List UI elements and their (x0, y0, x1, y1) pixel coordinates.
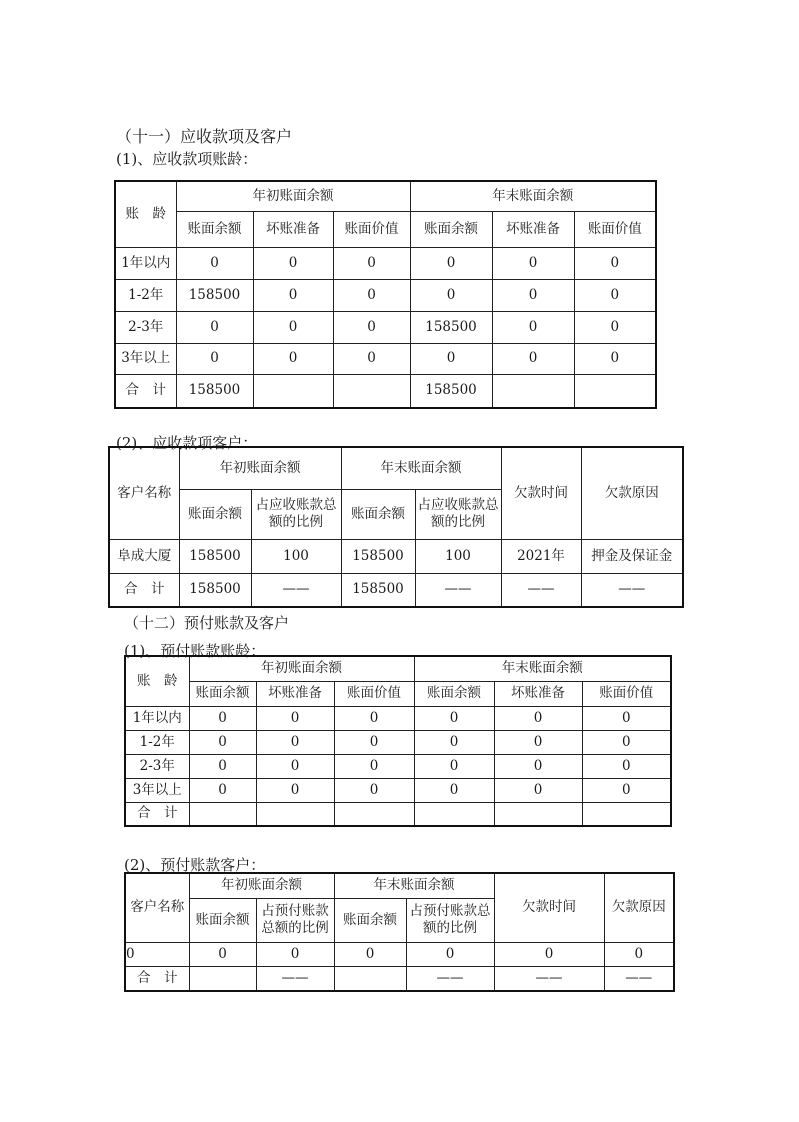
row-label: 3年以上 (125, 778, 189, 802)
col-header: 账面余额 (410, 211, 492, 247)
cell: —— (604, 966, 674, 991)
cell: 0 (494, 730, 582, 754)
cell: 0 (574, 343, 656, 374)
cell: 0 (256, 706, 334, 730)
row-label: 合 计 (125, 802, 189, 826)
cell (492, 374, 574, 408)
cell: 0 (574, 311, 656, 343)
cell: 100 (251, 539, 341, 573)
col-header-debt-time: 欠款时间 (494, 873, 604, 942)
cell: 0 (333, 311, 410, 343)
cell: 0 (410, 279, 492, 311)
cell: 0 (494, 754, 582, 778)
cell: 0 (494, 942, 604, 966)
cell: 0 (414, 778, 494, 802)
cell: 0 (414, 754, 494, 778)
col-header: 账面价值 (334, 681, 414, 706)
cell: 0 (189, 730, 256, 754)
group-header-begin: 年初账面余额 (189, 656, 414, 681)
cell: 0 (176, 247, 253, 279)
cell: 0 (334, 706, 414, 730)
cell: 0 (414, 706, 494, 730)
col-header: 账面余额 (414, 681, 494, 706)
row-label: 1年以内 (115, 247, 176, 279)
cell: 158500 (179, 573, 251, 607)
row-label: 合 计 (125, 966, 189, 991)
row-label: 2-3年 (115, 311, 176, 343)
table-row (125, 754, 671, 778)
row-label: 1年以内 (125, 706, 189, 730)
cell: 0 (582, 778, 671, 802)
cell: 0 (334, 754, 414, 778)
row-label: 合 计 (109, 573, 179, 607)
prepayments-aging-title: (1)、预付账款账龄： (124, 642, 266, 660)
cell: 0 (492, 279, 574, 311)
col-header-debt-reason: 欠款原因 (581, 447, 683, 539)
total-row (125, 802, 671, 826)
group-header-begin: 年初账面余额 (176, 181, 410, 211)
row-label: 3年以上 (115, 343, 176, 374)
customer-corner-header: 客户名称 (125, 873, 189, 942)
cell: 158500 (176, 279, 253, 311)
cell: 0 (334, 942, 406, 966)
cell: 0 (176, 343, 253, 374)
cell: 0 (333, 343, 410, 374)
col-header: 占预付账款总额的比例 (256, 898, 334, 942)
receivables-customers-table (108, 446, 684, 608)
cell: 0 (334, 730, 414, 754)
cell: 0 (176, 311, 253, 343)
cell: 0 (494, 706, 582, 730)
col-header: 占应收账款总额的比例 (251, 489, 341, 539)
cell: 158500 (176, 374, 253, 408)
cell: 0 (333, 247, 410, 279)
cell: 0 (256, 778, 334, 802)
row-label: 1-2年 (125, 730, 189, 754)
col-header: 账面价值 (582, 681, 671, 706)
cell (189, 802, 256, 826)
cell: 0 (253, 311, 333, 343)
cell: 0 (574, 279, 656, 311)
section-11-title: （十一）应收款项及客户 (116, 127, 293, 146)
cell: 0 (574, 247, 656, 279)
cell (574, 374, 656, 408)
col-header: 账面余额 (334, 898, 406, 942)
cell (256, 802, 334, 826)
col-header: 坏账准备 (494, 681, 582, 706)
group-header-end: 年末账面余额 (414, 656, 671, 681)
col-header: 坏账准备 (492, 211, 574, 247)
cell: 0 (189, 754, 256, 778)
cell: 2021年 (501, 539, 581, 573)
col-header: 账面价值 (333, 211, 410, 247)
col-header: 占预付账款总额的比例 (406, 898, 494, 942)
total-row (115, 374, 656, 408)
receivables-customers-title: (2)、应收款项客户： (116, 434, 258, 452)
cell: 158500 (179, 539, 251, 573)
col-header: 账面余额 (189, 681, 256, 706)
cell: 0 (189, 778, 256, 802)
col-header: 账面价值 (574, 211, 656, 247)
col-header: 坏账准备 (256, 681, 334, 706)
col-header-debt-reason: 欠款原因 (604, 873, 674, 942)
cell: 158500 (410, 311, 492, 343)
cell: 0 (256, 730, 334, 754)
cell (414, 802, 494, 826)
table-row (125, 942, 674, 966)
total-row (125, 966, 674, 991)
cell: 158500 (410, 374, 492, 408)
cell: 0 (604, 942, 674, 966)
col-header: 账面余额 (179, 489, 251, 539)
customer-corner-header: 客户名称 (109, 447, 179, 539)
cell: 0 (492, 247, 574, 279)
cell: 0 (333, 279, 410, 311)
table-row (125, 730, 671, 754)
col-header: 账面余额 (341, 489, 415, 539)
cell: 158500 (341, 539, 415, 573)
prepayments-customers-title: (2)、预付账款客户： (124, 856, 266, 874)
cell: 0 (582, 730, 671, 754)
cell: 0 (334, 778, 414, 802)
cell: 0 (492, 311, 574, 343)
col-header: 账面余额 (189, 898, 256, 942)
group-header-begin: 年初账面余额 (179, 447, 341, 489)
cell: —— (501, 573, 581, 607)
table-row (109, 539, 683, 573)
group-header-begin: 年初账面余额 (189, 873, 334, 898)
aging-corner-header: 账 龄 (125, 656, 189, 706)
cell (189, 966, 256, 991)
cell: —— (256, 966, 334, 991)
col-header: 账面余额 (176, 211, 253, 247)
cell: —— (415, 573, 501, 607)
receivables-aging-table (114, 180, 657, 409)
table-row (115, 343, 656, 374)
cell: 0 (189, 942, 256, 966)
group-header-end: 年末账面余额 (341, 447, 501, 489)
table-row (115, 311, 656, 343)
cell: 0 (256, 754, 334, 778)
row-label: 合 计 (115, 374, 176, 408)
table-row (115, 247, 656, 279)
table-row (125, 778, 671, 802)
cell: —— (581, 573, 683, 607)
cell: 0 (253, 343, 333, 374)
cell: 0 (410, 247, 492, 279)
cell (494, 802, 582, 826)
aging-corner-header: 账 龄 (115, 181, 176, 247)
table-row (125, 706, 671, 730)
prepayments-aging-table (124, 655, 672, 827)
cell: 0 (582, 754, 671, 778)
col-header-debt-time: 欠款时间 (501, 447, 581, 539)
row-label: 1-2年 (115, 279, 176, 311)
cell (334, 966, 406, 991)
cell (334, 802, 414, 826)
row-label: 2-3年 (125, 754, 189, 778)
cell: 0 (414, 730, 494, 754)
cell: —— (406, 966, 494, 991)
section-12-title: （十二）预付账款及客户 (124, 614, 290, 632)
cell (333, 374, 410, 408)
cell: 0 (492, 343, 574, 374)
row-label: 阜成大厦 (109, 539, 179, 573)
cell: 0 (253, 247, 333, 279)
col-header: 占应收账款总额的比例 (415, 489, 501, 539)
cell: 0 (582, 706, 671, 730)
cell: 0 (253, 279, 333, 311)
prepayments-customers-table (124, 872, 675, 992)
group-header-end: 年末账面余额 (410, 181, 656, 211)
table-row (115, 279, 656, 311)
total-row (109, 573, 683, 607)
col-header: 坏账准备 (253, 211, 333, 247)
cell: 0 (494, 778, 582, 802)
cell: 0 (256, 942, 334, 966)
cell: 100 (415, 539, 501, 573)
cell: 押金及保证金 (581, 539, 683, 573)
cell (582, 802, 671, 826)
cell: —— (494, 966, 604, 991)
cell: 0 (406, 942, 494, 966)
group-header-end: 年末账面余额 (334, 873, 494, 898)
cell: —— (251, 573, 341, 607)
receivables-aging-title: (1)、应收款项账龄： (116, 150, 258, 168)
cell: 0 (189, 706, 256, 730)
cell: 158500 (341, 573, 415, 607)
row-label: 0 (125, 942, 189, 966)
cell: 0 (410, 343, 492, 374)
cell (253, 374, 333, 408)
